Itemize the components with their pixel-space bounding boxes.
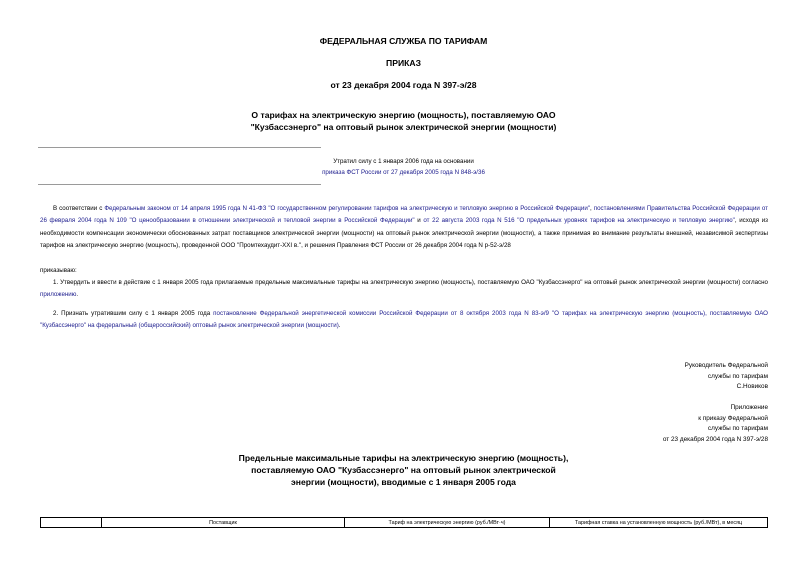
notice-bottom-rule	[38, 184, 321, 185]
link-fek-resolution[interactable]: постановление Федеральной энергетической комиссии Российской Федерации от 8 октября 2003 года N 83-э/9 "О тарифах на электрическую энергию (мощность), поставляемую ОАО "Кузбассэнерго" на федеральный (общероссийский) оптовый рынок электрической энергии (мощности)	[40, 310, 768, 330]
notice-link[interactable]: приказа ФСТ России от 27 декабря 2005 года N 848-э/36	[322, 169, 485, 176]
item-2-text: 2. Признать утратившим силу с 1 января 2005 года	[53, 310, 214, 317]
table-header-row	[41, 518, 768, 528]
table-header-cell: Поставщик	[102, 518, 345, 528]
agency-name: ФЕДЕРАЛЬНАЯ СЛУЖБА ПО ТАРИФАМ	[319, 36, 488, 46]
signature-name: С.Новиков	[736, 383, 768, 390]
signature-block	[685, 361, 768, 393]
doc-title-line2: "Кузбассэнерго" на оптовый рынок электрической энергии (мощности)	[250, 122, 557, 132]
item-1-text: 1. Утвердить и ввести в действие с 1 января 2005 года прилагаемые предельные максимальные тарифы на электрическую энергию (мощность), поставляемую ОАО "Кузбассэнерго" на оптовый рынок электрической энергии (мощности) согласно	[53, 279, 768, 286]
item-1	[40, 277, 768, 302]
item-2	[40, 308, 768, 333]
notice-top-rule	[38, 147, 321, 148]
appendix-ref-line3: службы по тарифам	[707, 425, 768, 432]
link-federal-law[interactable]: Федеральным законом от 14 апреля 1995 года N 41-ФЗ "О государственном регулировании тарифов на электрическую и тепловую энергию в Российской Федерации"	[104, 205, 591, 212]
table-header-cell: Тарифная ставка на установленную мощность (руб./МВт), в месяц	[550, 518, 768, 528]
appendix-ref-line4: от 23 декабря 2004 года N 397-э/28	[662, 435, 768, 443]
appendix-ref-line2: к приказу Федеральной	[698, 414, 768, 422]
item-2-end: .	[338, 322, 341, 330]
table-header-cell	[41, 518, 102, 528]
item-1-end: .	[76, 291, 79, 299]
link-government-resolution-109[interactable]: постановлениями Правительства Российской Федерации от 26 февраля 2004 года N 109 "О ценообразовании в отношении электрической и тепловой энергии в Российской Федерации"	[40, 205, 768, 225]
preamble-text-4: , исходя из необходимости компенсации экономически обоснованных затрат поставщиков электрической энергии (мощности) на оптовый рынок электрической энергии (мощности), а также принимая во внимание результаты внешней, независимой экспертизы тарифов на электрическую энергию (мощность), проведенной ООО "Промтехаудит-XXI в.", и решения Правления ФСТ России от 26 декабря 2004 года N р-52-э/28	[40, 217, 768, 250]
preamble-text-3: и	[414, 217, 424, 225]
preamble-text-1: В соответствии с	[53, 205, 105, 212]
signature-line1: Руководитель Федеральной	[684, 362, 768, 369]
appendix-title-line2: поставляемую ОАО "Кузбассэнерго" на оптовый рынок электрической	[251, 465, 556, 475]
preamble-text-2: ,	[590, 205, 594, 212]
notice-text: Утратил силу с 1 января 2006 года на основании	[333, 158, 474, 165]
doc-title-line1: О тарифах на электрическую энергию (мощность), поставляемую ОАО	[251, 110, 556, 120]
appendix-title-line1: Предельные максимальные тарифы на электрическую энергию (мощность),	[238, 453, 569, 463]
appendix-title-line3: энергии (мощности), вводимые с 1 января 2005 года	[291, 477, 516, 487]
table-header-cell: Тариф на электрическую энергию (руб./МВт·ч)	[345, 518, 550, 528]
signature-line2: службы по тарифам	[707, 372, 768, 380]
order-word: приказываю:	[40, 267, 77, 274]
link-government-resolution-516[interactable]: от 22 августа 2003 года N 516 "О предельных уровнях тарифов на электрическую и тепловую энергию"	[423, 217, 735, 225]
tariff-table	[40, 517, 768, 528]
appendix-ref-line1: Приложение	[730, 404, 768, 411]
link-appendix[interactable]: приложению	[40, 291, 77, 299]
doc-type: ПРИКАЗ	[386, 58, 421, 68]
preamble-paragraph	[40, 203, 768, 253]
doc-date: от 23 декабря 2004 года N 397-э/28	[330, 80, 477, 90]
appendix-reference	[663, 403, 768, 445]
